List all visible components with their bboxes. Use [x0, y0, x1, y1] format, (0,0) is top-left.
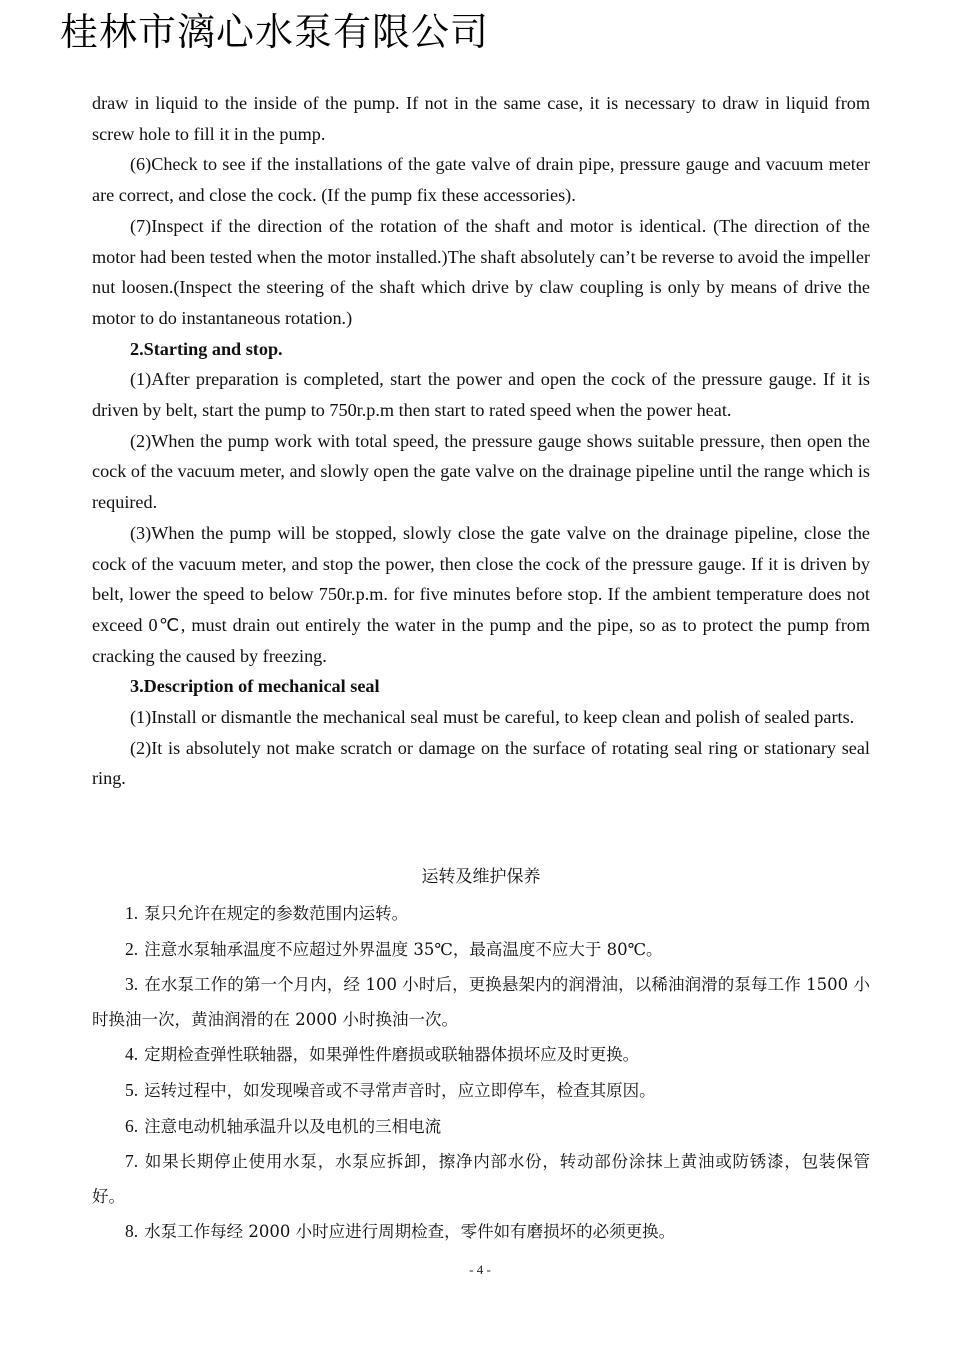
- section-heading-starting-stop: 2.Starting and stop.: [130, 338, 283, 359]
- page-number: - 4 -: [469, 1262, 491, 1277]
- paragraph-start-3: (3)When the pump will be stopped, slowly close the gate valve on the drainage pipeline, close the cock of the vacuum meter, and stop the power, then close the cock of the pressure gauge. If it is driven by belt, lower the speed to below 750r.p.m. for five minutes before stop. If the ambient temperature does not exceed 0℃, must drain out entirely the water in the pump and the pipe, so as to protect the pump from cracking the caused by freezing.: [92, 522, 870, 666]
- item-number: 7.: [125, 1151, 139, 1172]
- paragraph-step-6: (6)Check to see if the installations of the gate valve of drain pipe, pressure gauge and vacuum meter are correct, and close the cock. (If the pump fix these accessories).: [92, 154, 870, 206]
- item-number: 6.: [125, 1115, 139, 1136]
- chinese-section-title: 运转及维护保养: [421, 867, 541, 887]
- item-number: 1.: [125, 903, 139, 923]
- paragraph-seal-2: (2)It is absolutely not make scratch or damage on the surface of rotating seal ring or stationary seal ring.: [92, 737, 870, 789]
- item-text: 注意电动机轴承温升以及电机的三相电流: [144, 1116, 442, 1136]
- section-heading-mechanical-seal: 3.Description of mechanical seal: [130, 676, 380, 697]
- list-item: [92, 1144, 870, 1214]
- company-name-header: 桂林市漓心水泵有限公司: [60, 10, 490, 54]
- item-text: 定期检查弹性联轴器，如果弹性件磨损或联轴器体损坏应及时更换。: [144, 1045, 640, 1065]
- item-number: 5.: [125, 1079, 139, 1100]
- list-item: [92, 1109, 870, 1145]
- maintenance-list: [92, 896, 870, 1250]
- item-text: 水泵工作每经 2000 小时应进行周期检查，零件如有磨损坏的必须更换。: [144, 1222, 676, 1242]
- list-item: [92, 1214, 870, 1250]
- item-text: 注意水泵轴承温度不应超过外界温度 35℃，最高温度不应大于 80℃。: [144, 939, 663, 959]
- item-number: 2.: [125, 938, 139, 959]
- paragraph-seal-1: (1)Install or dismantle the mechanical seal must be careful, to keep clean and polish of sealed parts.: [130, 707, 855, 728]
- item-text: 在水泵工作的第一个月内，经 100 小时后，更换悬架内的润滑油，以稀油润滑的泵每工作 1500 小时换油一次，黄油润滑的在 2000 小时换油一次。: [92, 975, 870, 1029]
- paragraph-start-2: (2)When the pump work with total speed, the pressure gauge shows suitable pressure, then open the cock of the vacuum meter, and slowly open the gate valve on the drainage pipeline until the range which is required.: [92, 430, 870, 513]
- paragraph-start-1: (1)After preparation is completed, start the power and open the cock of the pressure gauge. If it is driven by belt, start the pump to 750r.p.m then start to rated speed when the power heat.: [92, 369, 870, 421]
- item-text: 泵只允许在规定的参数范围内运转。: [144, 904, 409, 923]
- item-number: 3.: [125, 974, 139, 995]
- chinese-maintenance-section: [92, 860, 870, 1250]
- list-item: [92, 1073, 870, 1109]
- item-text: 如果长期停止使用水泵，水泵应拆卸，擦净内部水份，转动部份涂抹上黄油或防锈漆，包装保管好。: [92, 1152, 870, 1206]
- list-item: [92, 932, 870, 968]
- list-item: [92, 1037, 870, 1073]
- item-number: 8.: [125, 1221, 139, 1242]
- paragraph-step-7: (7)Inspect if the direction of the rotation of the shaft and motor is identical. (The direction of the motor had been tested when the motor installed.)The shaft absolutely can’t be reverse to avoid the impeller nut loosen.(Inspect the steering of the shaft which drive by claw coupling is only by means of drive the motor to do instantaneous rotation.): [92, 215, 870, 328]
- item-text: 运转过程中，如发现噪音或不寻常声音时，应立即停车，检查其原因。: [144, 1080, 656, 1100]
- item-number: 4.: [125, 1044, 139, 1065]
- list-item: [92, 967, 870, 1037]
- list-item: [92, 896, 870, 932]
- paragraph-continuation: draw in liquid to the inside of the pump. If not in the same case, it is necessary to draw in liquid from screw hole to fill it in the pump.: [92, 93, 870, 144]
- english-instructions: [92, 88, 870, 794]
